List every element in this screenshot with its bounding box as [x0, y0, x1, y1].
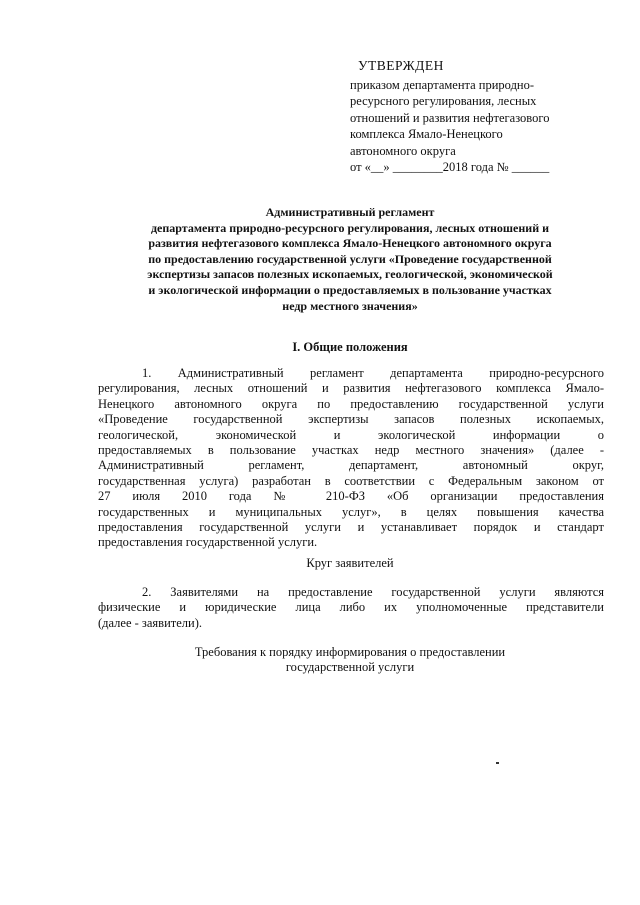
subheading-line: Требования к порядку информирования о предоставлении: [194, 645, 506, 659]
subheading-applicants: Круг заявителей: [306, 556, 394, 570]
title-line: департамента природно-ресурсного регулирования, лесных отношений и: [150, 220, 550, 235]
paragraph-line: 2. Заявителями на предоставление государственной услуги являются: [142, 585, 604, 599]
title-line: по предоставлению государственной услуги «Проведение государственной: [148, 251, 552, 266]
approval-line: отношений и развития нефтегазового: [350, 110, 550, 125]
approval-date-line: от «__» ________2018 года № ______: [350, 160, 550, 174]
title-line: недр местного значения»: [282, 298, 418, 313]
title-line: и экологической информации о предоставляемых в пользование участках: [148, 282, 552, 297]
scan-speck: [496, 762, 499, 764]
paragraph-line: 27 июля 2010 года № 210-ФЗ «Об организации предоставления: [98, 489, 604, 504]
approval-line: автономного округа: [350, 143, 456, 158]
paragraph-line: государственная услуга) разработан в соответствии с Федеральным законом от: [98, 473, 604, 488]
section-heading: I. Общие положения: [292, 340, 408, 354]
title-line: развития нефтегазового комплекса Ямало-Ненецкого автономного округа: [148, 236, 552, 251]
title-line: Административный регламент: [265, 205, 435, 219]
paragraph-line: (далее - заявители).: [98, 615, 202, 630]
paragraph-2: [98, 585, 604, 631]
subheading-informing: [90, 645, 610, 676]
paragraph-line: предоставления государственной услуги.: [98, 535, 318, 550]
paragraph-line: геологической, экономической и экологической информации о: [98, 427, 604, 442]
paragraph-line: предоставляемых в пользование участках недр местного значения» (далее -: [98, 443, 604, 458]
document-title: [90, 205, 610, 314]
approval-line: приказом департамента природно-: [350, 77, 535, 92]
paragraph-line: государственных и муниципальных услуг», в целях повышения качества: [98, 504, 604, 519]
approval-line: ресурсного регулирования, лесных: [350, 94, 537, 108]
subheading-line: государственной услуги: [285, 660, 415, 675]
approval-stamp: [350, 58, 600, 176]
paragraph-line: Ненецкого автономного округа по предоставлению государственной услуги: [98, 396, 604, 411]
paragraph-line: 1. Административный регламент департамента природно-ресурсного: [142, 366, 604, 380]
paragraph-line: физические и юридические лица либо их уполномоченные представители: [98, 600, 604, 615]
paragraph-line: регулирования, лесных отношений и развития нефтегазового комплекса Ямало-: [98, 381, 604, 396]
approval-line: комплекса Ямало-Ненецкого: [350, 127, 503, 141]
paragraph-line: «Проведение государственной экспертизы запасов полезных ископаемых,: [98, 412, 604, 427]
approval-heading: УТВЕРЖДЕН: [358, 58, 444, 73]
paragraph-line: Административный регламент, департамент, автономный округ,: [98, 458, 604, 473]
paragraph-1: [98, 366, 604, 551]
title-line: экспертизы запасов полезных ископаемых, геологической, экономической: [147, 267, 553, 282]
paragraph-line: предоставления государственной услуги и устанавливает порядок и стандарт: [98, 520, 604, 535]
